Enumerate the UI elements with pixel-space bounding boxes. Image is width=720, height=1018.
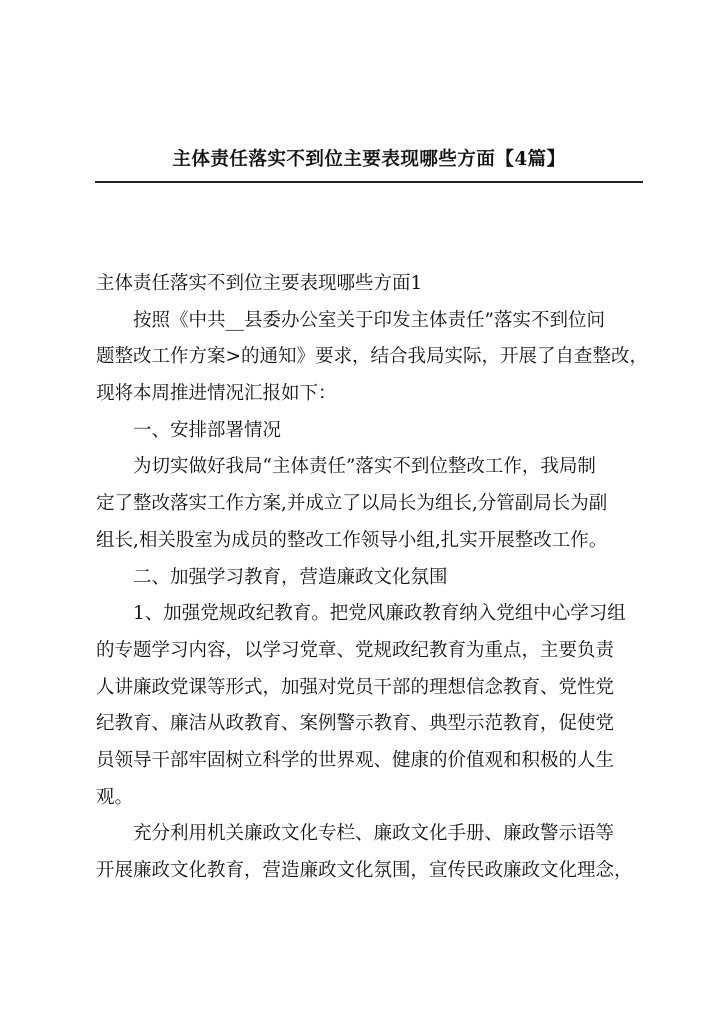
paragraph-line: 的专题学习内容，以学习党章、党规政纪教育为重点，主要负责: [96, 639, 615, 661]
paragraph-line: 人讲廉政党课等形式，加强对党员干部的理想信念教育、党性党: [96, 676, 615, 698]
paragraph-line: 组长,相关股室为成员的整改工作领导小组,扎实开展整改工作。: [96, 529, 608, 551]
document-body: [96, 266, 649, 890]
paragraph-line: 现将本周推进情况汇报如下：: [96, 383, 337, 405]
paragraph-line: 纪教育、廉洁从政教育、案例警示教育、典型示范教育，促使党: [96, 713, 615, 735]
paragraph-line: 开展廉政文化教育，营造廉政文化氛围，宣传民政廉政文化理念，: [96, 860, 633, 881]
paragraph-line: 1、加强党规政纪教育。把党风廉政教育纳入党组中心学习组: [133, 603, 626, 625]
document-title: 主体责任落实不到位主要表现哪些方面【4篇】: [172, 149, 566, 170]
section-heading: 主体责任落实不到位主要表现哪些方面1: [96, 273, 423, 294]
paragraph-line: 按照《中共__县委办公室关于印发主体责任”落实不到位问: [133, 309, 605, 331]
paragraph-line: 题整改工作方案>的通知》要求，结合我局实际，开展了自查整改，: [96, 346, 649, 368]
subsection-heading: 二、加强学习教育，营造廉政文化氛围: [133, 566, 448, 588]
paragraph-line: 为切实做好我局“主体责任”落实不到位整改工作，我局制: [133, 456, 596, 478]
title-underline: [95, 181, 643, 183]
paragraph-line: 定了整改落实工作方案,并成立了以局长为组长,分管副局长为副: [96, 493, 608, 515]
paragraph-line: 观。: [96, 786, 134, 808]
paragraph-line: 员领导干部牢固树立科学的世界观、健康的价值观和积极的人生: [96, 749, 615, 771]
subsection-heading: 一、安排部署情况: [133, 419, 282, 441]
paragraph-line: 充分利用机关廉政文化专栏、廉政文化手册、廉政警示语等: [133, 823, 615, 845]
